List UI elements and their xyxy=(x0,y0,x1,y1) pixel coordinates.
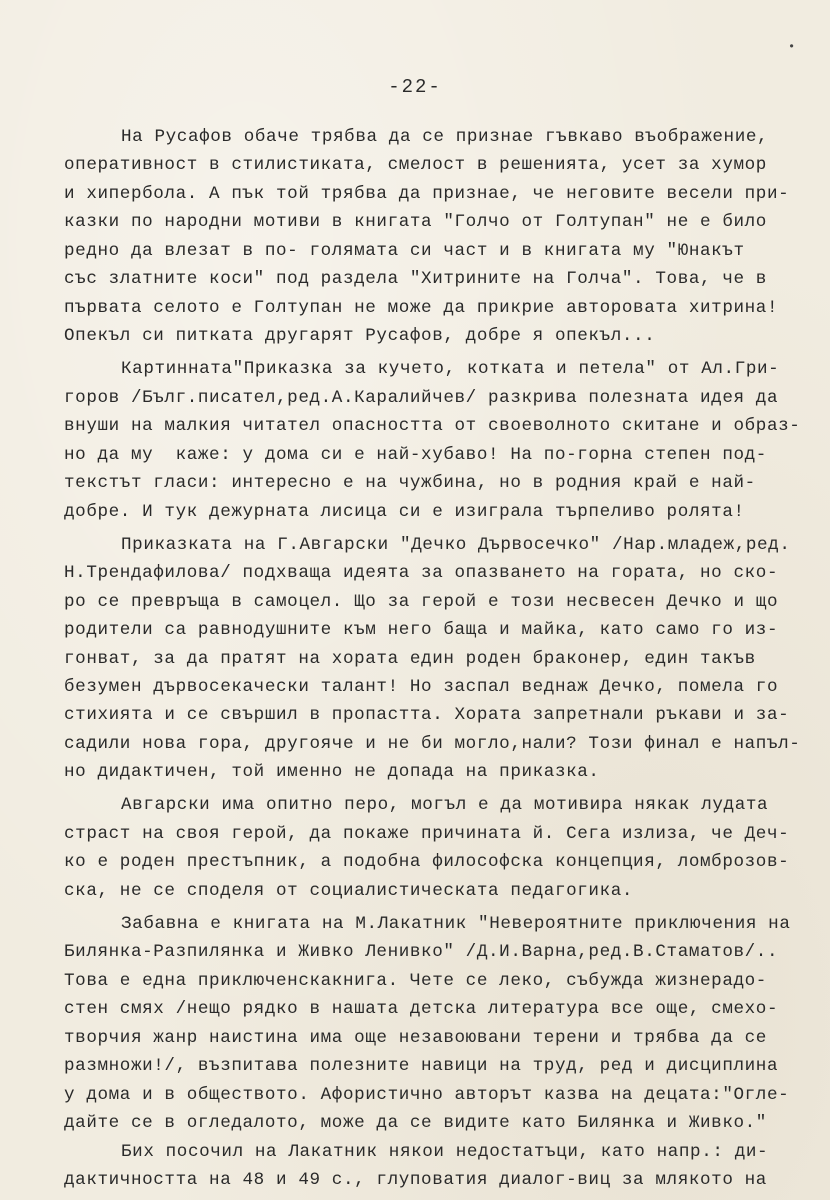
text-line: ко е роден престъпник, а подобна философска концепция, ломброзов- xyxy=(64,852,790,872)
text-line: горов /Бълг.писател,ред.А.Каралийчев/ разкрива полезната идея да xyxy=(64,388,779,408)
text-line: оперативност в стилистиката, смелост в решенията, усет за хумор xyxy=(64,155,767,175)
text-line: Забавна е книгата на М.Лакатник "Невероятните приключения на xyxy=(121,914,791,934)
text-line: добре. И тук дежурната лисица си е изиграла търпеливо ролята! xyxy=(64,502,745,522)
text-line: творчия жанр наистина има още незавоювани терени и трябва да се xyxy=(64,1028,767,1048)
text-line: На Русафов обаче трябва да се признае гъвкаво въображение, xyxy=(121,127,769,147)
text-line: но дидактичен, той именно не допада на приказка. xyxy=(64,762,600,782)
text-line: гонват, за да пратят на хората един роден браконер, един такъв xyxy=(64,649,756,669)
text-line: ска, не се споделя от социалистическата педагогика. xyxy=(64,881,634,901)
corner-mark: • xyxy=(788,40,796,54)
text-line: но да му каже: у дома си е най-хубаво! На по-горна степен под- xyxy=(64,445,767,465)
text-line: Това е една приключенскакнига. Чете се леко, събужда жизнерадо- xyxy=(64,971,767,991)
page-number: -22- xyxy=(388,76,442,98)
text-line: текстът гласи: интересно е на чужбина, но в родния край е най- xyxy=(64,473,756,493)
text-line: Н.Трендафилова/ подхваща идеята за опазването на гората, но ско- xyxy=(64,563,779,583)
text-line: страст на своя герой, да покаже причината й. Сега излиза, че Деч- xyxy=(64,824,790,844)
text-line: стихията и се свършил в пропастта. Хората запретнали ръкави и за- xyxy=(64,705,790,725)
text-line: Билянка-Разпилянка и Живко Ленивко" /Д.И.Варна,ред.В.Стаматов/.. xyxy=(64,942,779,962)
text-line: у дома и в обществото. Афористично авторът казва на децата:"Огле- xyxy=(64,1085,790,1105)
text-line: Опекъл си питката другарят Русафов, добре я опекъл... xyxy=(64,326,656,346)
text-line: дайте се в огледалото, може да се видите като Билянка и Живко." xyxy=(64,1113,767,1133)
text-line: първата селото е Голтупан не може да прикрие авторовата хитрина! xyxy=(64,298,779,318)
text-line: дактичността на 48 и 49 с., глуповатия диалог-виц за млякото на xyxy=(64,1170,767,1190)
text-line: садили нова гора, другояче и не би могло,нали? Този финал е напъл- xyxy=(64,734,801,754)
text-line: Приказката на Г.Авгарски "Дечко Дървосечко" /Нар.младеж,ред. xyxy=(121,535,791,555)
text-line: със златните коси" под раздела "Хитрините на Голча". Това, че в xyxy=(64,269,767,289)
text-line: размножи!/, възпитава полезните навици на труд, ред и дисциплина xyxy=(64,1056,779,1076)
text-line: внуши на малкия читател опасността от своеволното скитане и образ- xyxy=(64,416,801,436)
text-line: родители са равнодушните към него баща и майка, като само го из- xyxy=(64,620,779,640)
text-line: Авгарски има опитно перо, могъл е да мотивира някак лудата xyxy=(121,795,769,815)
text-line: редно да влезат в по- голямата си част и в книгата му "Юнакът xyxy=(64,241,745,261)
text-line: Бих посочил на Лакатник някои недостатъци, като напр.: ди- xyxy=(121,1142,769,1162)
text-line: Картинната"Приказка за кучето, котката и петела" от Ал.Гри- xyxy=(121,359,780,379)
text-line: ро се превръща в самоцел. Що за герой е този несвесен Дечко и що xyxy=(64,592,779,612)
text-line: стен смях /нещо рядко в нашата детска литература все още, смехо- xyxy=(64,999,779,1019)
text-line: и хипербола. А пък той трябва да признае, че неговите весели при- xyxy=(64,184,790,204)
text-line: казки по народни мотиви в книгата "Голчо от Голтупан" не е било xyxy=(64,212,767,232)
text-line: безумен дървосекачески талант! Но заспал веднаж Дечко, помела го xyxy=(64,677,779,697)
